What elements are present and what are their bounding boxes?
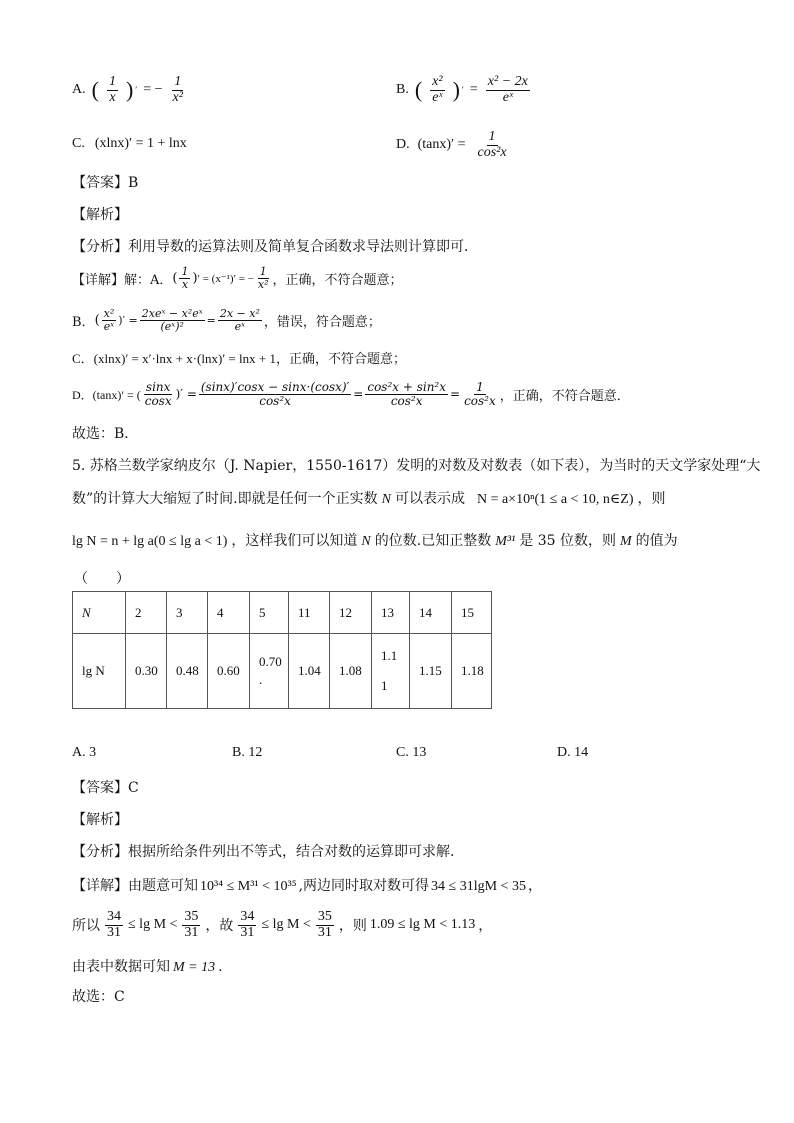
table-cell: 3	[167, 592, 208, 634]
table-cell: 1.08	[330, 634, 372, 709]
equals-sign: =	[469, 82, 478, 97]
q5-table-conclusion	[72, 956, 223, 976]
fraction-numerator: 2x − x²	[219, 306, 260, 320]
q5-analysis-heading: 【解析】	[72, 812, 128, 828]
math-expression: N = a×10ⁿ(1 ≤ a < 10, n∈Z)	[476, 492, 634, 507]
fraction	[199, 381, 351, 407]
option-c-label: C.	[72, 136, 85, 151]
fraction-numerator: x²	[432, 73, 443, 89]
option-c-expression: (xlnx)′ = 1 + lnx	[94, 136, 187, 151]
math-expression: M = 13	[173, 960, 216, 975]
table-cell: 11	[289, 592, 330, 634]
fraction-numerator: 1	[181, 264, 189, 278]
fraction-denominator: x	[181, 277, 189, 291]
fraction	[182, 910, 200, 940]
text: 的值为	[635, 533, 678, 549]
paren-open: (	[91, 77, 99, 102]
math-var: N	[361, 534, 371, 549]
fraction-denominator: eˣ	[103, 319, 115, 333]
math-expression: ′ = (x⁻¹)′ = −	[197, 272, 254, 285]
table-cell: 1.1 1	[372, 634, 410, 709]
q4-answer: 【答案】B	[72, 175, 139, 191]
fraction-denominator: x²	[172, 89, 183, 105]
fraction-numerator: 34	[107, 908, 121, 924]
fraction-denominator: cos²x	[390, 393, 423, 408]
option-b-label: B.	[396, 82, 409, 97]
paren-close: )	[452, 77, 460, 102]
fraction-numerator: (sinx)′cosx − sinx·(cosx)′	[200, 379, 350, 394]
fraction-denominator: cos²x	[477, 144, 507, 160]
math-expression: 10³⁴ ≤ M³¹ < 10³⁵	[200, 879, 297, 894]
table-cell: 1.04	[289, 634, 330, 709]
math-expression: 1.09 ≤ lg M < 1.13	[369, 917, 476, 932]
fraction-numerator: 1	[476, 379, 484, 394]
text: ，故	[205, 918, 234, 934]
option-d	[396, 124, 511, 166]
fraction	[105, 910, 123, 940]
fraction-denominator: 31	[184, 924, 199, 940]
table-row-label: lg N	[73, 634, 126, 709]
q5-line-3	[72, 530, 678, 550]
q5-option-a: A. 3	[72, 745, 97, 760]
fraction-numerator: x² − 2x	[487, 73, 528, 89]
fraction-denominator: eˣ	[502, 89, 513, 105]
fraction-numerator: 1	[108, 73, 116, 89]
q4-xiangjie-a: 【详解】解：A． ( $\frac{1}{x}$ ) ′ = (x⁻¹)′ = − $\frac{1}{\text{x²}}$ ，正确，不符合题意；	[72, 264, 403, 291]
table-cell: 0.48	[167, 634, 208, 709]
q5-xiangjie	[72, 875, 542, 895]
text: 由表中数据可知	[72, 959, 170, 975]
text: 可以表示成	[394, 491, 465, 507]
fraction-denominator: 31	[317, 924, 332, 940]
q5-answer: 【答案】C	[72, 780, 139, 796]
q4-xiangjie-c	[72, 348, 406, 367]
q5-fenxi: 【分析】根据所给条件列出不等式，结合对数的运算即可求解.	[72, 844, 455, 860]
q5-option-c: C. 13	[396, 745, 427, 760]
option-b	[396, 70, 532, 110]
fraction	[140, 308, 205, 332]
item-suffix: ，错误，符合题意；	[263, 314, 381, 330]
option-a-inner-fraction	[107, 75, 118, 105]
table-row-values	[73, 634, 492, 709]
text: 所以	[72, 918, 100, 934]
math-var: M³¹	[495, 534, 516, 549]
table-cell: 15	[452, 592, 492, 634]
fraction	[238, 910, 256, 940]
text: ，则	[338, 918, 367, 934]
fraction-denominator: cosx	[144, 393, 172, 408]
log-table	[72, 591, 492, 709]
fraction	[218, 308, 262, 332]
option-d-label: D.	[396, 137, 410, 152]
table-cell: 0.60	[208, 634, 250, 709]
item-suffix: ，正确，不符合题意．	[499, 388, 630, 404]
table-cell: 0.30	[126, 634, 167, 709]
fraction-denominator: cos²x	[464, 393, 496, 408]
answer-blank-paren: （ ）	[74, 571, 130, 587]
math-expression: D．(tanx)′ = (	[72, 387, 141, 402]
fraction-numerator: cos²x + sin²x	[367, 379, 447, 394]
paren-close: )	[125, 77, 134, 102]
fraction-denominator: eˣ	[432, 89, 443, 105]
q4-xiangjie-b: B． ( $\frac{\text{x²}}{\text{eˣ}}$ )′ = $\frac{\text{2xeˣ − x²eˣ}}{\text{(eˣ)²}}$ = $\frac{\text{2x − x²}}{\text{eˣ}}$ ，错误，符合题意；	[72, 306, 381, 333]
option-c	[72, 136, 187, 152]
q5-line-2	[72, 488, 666, 508]
q5-so-line	[72, 905, 492, 945]
fraction-denominator: 31	[107, 924, 121, 940]
table-row-header	[73, 592, 492, 634]
prime-mark: ′	[135, 85, 138, 95]
option-b-rhs-fraction	[486, 75, 530, 105]
math-expression: ≤ lg M <	[128, 917, 178, 932]
option-a-equals: = −	[143, 82, 163, 97]
fraction-numerator: 1	[174, 73, 182, 89]
q4-analysis-heading: 【解析】	[72, 207, 128, 223]
q4-fenxi: 【分析】利用导数的运算法则及简单复合函数求导法则计算即可．	[72, 239, 478, 255]
table-cell: 1.15	[410, 634, 452, 709]
fraction	[256, 266, 271, 290]
xiangjie-prefix: 【详解】解：A．	[72, 272, 173, 288]
fraction	[179, 266, 190, 290]
text: ，则	[637, 491, 666, 507]
text: ,两边同时取对数可得	[298, 878, 430, 894]
fraction	[143, 381, 174, 407]
text: ，	[527, 878, 542, 894]
fraction-numerator: 34	[240, 908, 255, 924]
text: 数”的计算大大缩短了时间.即就是任何一个正实数	[72, 491, 378, 507]
q4-choose: 故选：B．	[72, 426, 139, 442]
option-d-lhs: (tanx)′ =	[417, 137, 466, 152]
fraction-numerator: 35	[184, 908, 199, 924]
text: 是 35 位数，则	[519, 533, 616, 549]
fraction-numerator: x²	[103, 306, 115, 320]
fraction-numerator: 1	[488, 128, 496, 144]
math-var: M	[619, 534, 632, 549]
math-expression: C．(xlnx)′ = x′·lnx + x·(lnx)′ = lnx + 1	[72, 351, 276, 366]
option-a	[72, 70, 187, 110]
table-cell: 5	[250, 592, 289, 634]
table-cell: 1.18	[452, 634, 492, 709]
table-cell: 14	[410, 592, 452, 634]
math-expression: 34 ≤ 31lgM < 35	[431, 879, 526, 894]
q4-xiangjie-d: D．(tanx)′ = ( $\frac{\sin x}{\cos x}$ )′ = $\frac{(\sin x)'\cos x - \sin x\cdot(\cos x)'}{\text{cos²x}}$ = $\frac{\text{cos²x + sin²x}}{\text{cos²x}}$ = $\frac{1}{\text{cos²x}}$ ，正确，不符合题意．	[72, 379, 630, 408]
table-cell: 2	[126, 592, 167, 634]
text: 的位数.已知正整数	[374, 533, 492, 549]
paren-open: (	[414, 77, 423, 102]
item-suffix: ，正确，不符合题意；	[275, 352, 406, 367]
fraction-numerator: 2xeˣ − x²eˣ	[141, 306, 203, 320]
table-cell: 12	[330, 592, 372, 634]
fraction	[365, 381, 448, 407]
q5-choose: 故选：C	[72, 989, 125, 1005]
table-cell: N	[73, 592, 126, 634]
fraction	[462, 381, 498, 407]
fraction	[316, 910, 334, 940]
prime-mark: ′	[461, 85, 464, 95]
fraction-denominator: (eˣ)²	[160, 319, 184, 333]
math-expression: lg N = n + lg a(0 ≤ lg a < 1)	[72, 534, 228, 549]
xiangjie-suffix: ，正确，不符合题意；	[272, 272, 403, 288]
text: ，这样我们可以知道	[231, 533, 358, 549]
item-label: B．	[72, 314, 95, 330]
fraction-denominator: eˣ	[234, 319, 246, 333]
fraction-numerator: 35	[317, 908, 332, 924]
text: .	[218, 959, 223, 975]
option-a-rhs-fraction	[171, 75, 185, 105]
math-expression: ≤ lg M <	[261, 917, 311, 932]
text: 【详解】由题意可知	[72, 878, 198, 894]
option-d-rhs-fraction	[476, 130, 509, 160]
text: ，	[478, 918, 493, 934]
fraction-denominator: x	[109, 89, 116, 105]
table-cell: 0.70 .	[250, 634, 289, 709]
fraction-denominator: cos²x	[259, 393, 291, 408]
fraction-numerator: 1	[259, 264, 267, 278]
q5-line-1: 5. 苏格兰数学家纳皮尔（J. Napier，1550-1617）发明的对数及对数表（如下表），为当时的天文学家处理“大	[72, 458, 761, 474]
fraction-denominator: 31	[240, 924, 255, 940]
q5-option-b: B. 12	[232, 745, 263, 760]
q5-option-d: D. 14	[557, 745, 589, 760]
fraction-denominator: x²	[257, 277, 269, 291]
fraction	[102, 308, 117, 332]
option-a-label: A.	[72, 82, 86, 97]
math-var: N	[381, 492, 391, 507]
table-cell: 13	[372, 592, 410, 634]
table-cell: 4	[208, 592, 250, 634]
option-b-lhs-fraction	[430, 75, 444, 105]
fraction-numerator: sinx	[145, 379, 171, 394]
